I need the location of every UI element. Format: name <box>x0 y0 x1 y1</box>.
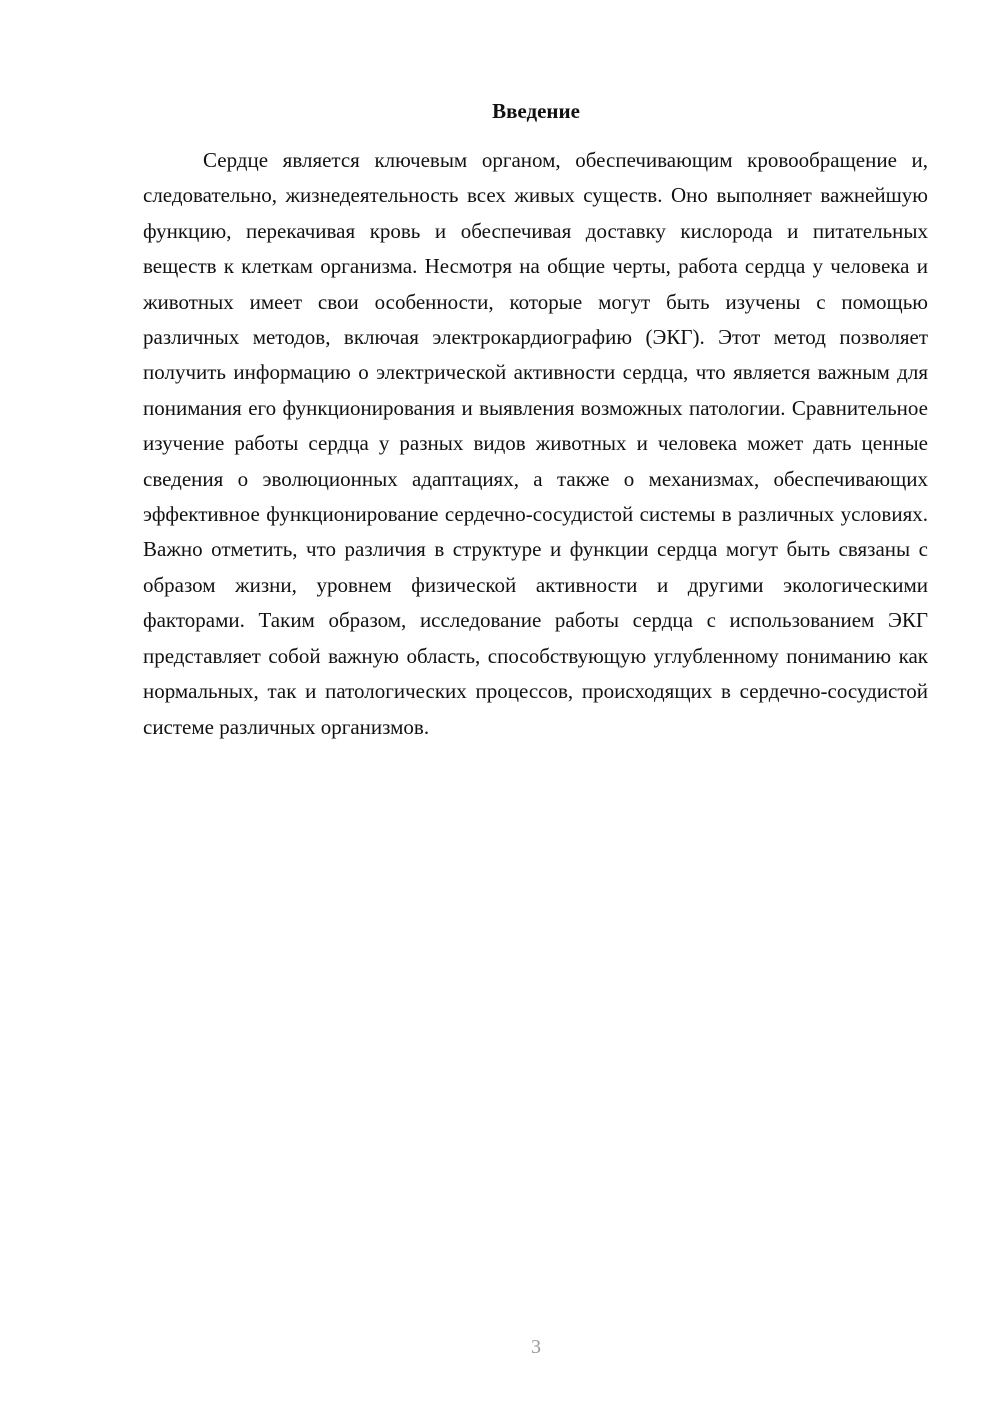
page-number: 3 <box>531 1336 541 1358</box>
body-paragraph: Сердце является ключевым органом, обеспечивающим кровообращение и, следовательно, жизнедеятельность всех живых существ. Оно выполняет важнейшую функцию, перекачивая кровь и обеспечивая доставку кислорода и питательных веществ к клеткам организма. Несмотря на общие черты, работа сердца у человека и животных имеет свои особенности, которые могут быть изучены с помощью различных методов, включая электрокардиографию (ЭКГ). Этот метод позволяет получить информацию о электрической активности сердца, что является важным для понимания его функционирования и выявления возможных патологии. Сравнительное изучение работы сердца у разных видов животных и человека может дать ценные сведения о эволюционных адаптациях, а также о механизмах, обеспечивающих эффективное функционирование сердечно-сосудистой системы в различных условиях. Важно отметить, что различия в структуре и функции сердца могут быть связаны с образом жизни, уровнем физической активности и другими экологическими факторами. Таким образом, исследование работы сердца с использованием ЭКГ представляет собой важную область, способствующую углубленному пониманию как нормальных, так и патологических процессов, происходящих в сердечно-сосудистой системе различных организмов. <box>143 148 928 739</box>
section-heading: Введение <box>492 99 580 123</box>
